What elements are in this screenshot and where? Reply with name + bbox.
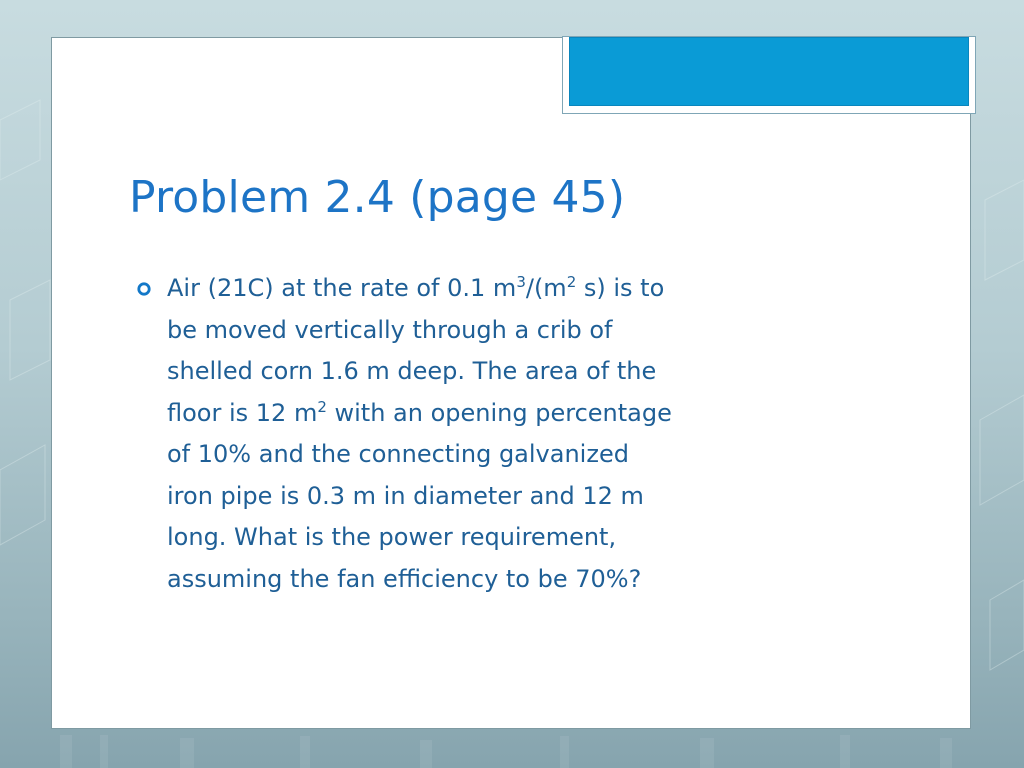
bullet-line-8: assuming the fan efficiency to be 70%?: [167, 564, 642, 593]
circle-bullet-icon: [137, 282, 151, 296]
title-accent-fill: [569, 37, 969, 106]
title-accent-box: [562, 36, 976, 114]
bullet-line-3: shelled corn 1.6 m deep. The area of the: [167, 357, 657, 385]
bullet-line-6: iron pipe is 0.3 m in diameter and 12 m: [167, 481, 644, 510]
bullet-line-1: Air (21C) at the rate of 0.1 $m^3/(m^2$ s) is to: [167, 273, 665, 302]
content-bullet-list: [136, 268, 846, 600]
bullet-line-4: floor is 12 $m^2$ with an opening percentage: [167, 397, 672, 427]
bullet-line-7: long. What is the power requirement,: [167, 523, 617, 551]
bullet-item: [136, 268, 846, 600]
bullet-line-5: of 10% and the connecting galvanized: [167, 440, 629, 468]
slide-title: Problem 2.4 (page 45): [129, 172, 626, 223]
bullet-line-2: be moved vertically through a crib of: [167, 315, 613, 344]
